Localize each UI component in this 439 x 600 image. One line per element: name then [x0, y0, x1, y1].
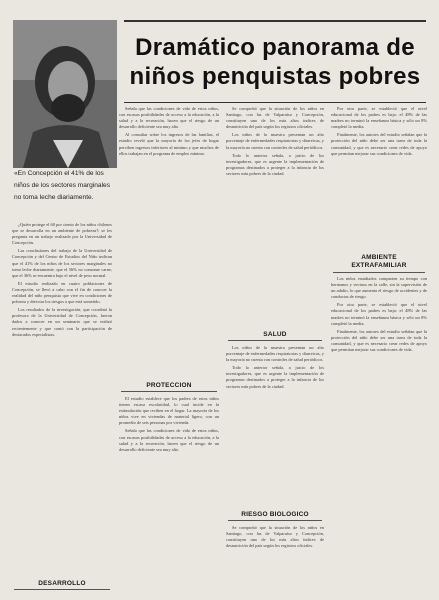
paragraph: Las conclusiones del trabajo de la Universidad de Concepción y del Centro de Estudios del Niño indican que el 41% de los niños de los sectores marginales no toma leche diariamente, que el 56% no consume carne, que el 36% se encuentra bajo el nivel de peso normal.	[12, 248, 112, 278]
paragraph: El estudio realizado en cuatro poblaciones de Concepción, se llevó a cabo con el fin de conocer la realidad del niño penquista que vive en condiciones de pobreza y detectar los riesgos a que está sometido.	[12, 280, 112, 305]
paragraph: ¿Quién protege el 60 por ciento de los niños chilenos que se desarrolla en un ambiente de pobreza?; se les pregunta en un trabajo realizado por la Universidad de Concepción.	[12, 222, 112, 246]
paragraph: Por otra parte, se estableció que el nivel educacional de los padres es bajo: el 48% de las madres no terminó la enseñanza básica y sólo un 8% completó la media.	[331, 106, 427, 130]
paragraph: Los niños estudiados comparten su tiempo con hermanos y vecinos en la calle, sin la supervisión de un adulto, lo que aumenta el riesgo de accidentes y de conductas de riesgo.	[331, 276, 427, 300]
article-column-3-middle	[226, 345, 324, 507]
paragraph: Por otra parte, se estableció que el nivel educacional de los padres es bajo: el 48% de las madres no terminó la enseñanza básica y sólo un 8% completó la media.	[331, 302, 427, 326]
paragraph: El estudio establece que los padres de estos niños tienen escasa escolaridad, lo cual incide en la estimulación que reciben en el hogar. La mayoría de los niños vive en viviendas de material ligero, con un promedio de seis personas por vivienda.	[119, 396, 219, 426]
article-column-2-bottom	[119, 396, 219, 591]
article-column-3-bottom	[226, 525, 324, 591]
paragraph: Finalmente, los autores del estudio señalan que la protección del niño debe ser una tarea de toda la comunidad, y que es necesario crear redes de apoyo que permitan mejorar sus condiciones de vida.	[331, 328, 427, 353]
paragraph: Señala que las condiciones de vida de estos niños, con escasas posibilidades de acceso a la educación, a la salud y a la recreación, hacen que el riesgo de un desarrollo deficiente sea muy alto.	[119, 106, 219, 130]
portrait-photo	[13, 20, 117, 168]
paragraph: Señala que las condiciones de vida de estos niños, con escasas posibilidades de acceso a la educación, a la salud y a la recreación, hacen que el riesgo de un desarrollo deficiente sea muy alto.	[119, 428, 219, 452]
section-heading-salud: SALUD	[228, 331, 322, 341]
paragraph: Todo lo anterior señala, a juicio de los investigadores, que es urgente la implementación de programas destinados a proteger a la infancia de los sectores más pobres de la ciudad.	[226, 152, 324, 176]
article-column-1	[12, 222, 112, 577]
article-column-3-top	[226, 106, 324, 328]
paragraph: Los niños de la muestra presentan un alto porcentaje de enfermedades respiratorias y diarreicas, y la mayoría no cuenta con controles de salud periódicos.	[226, 132, 324, 150]
paragraph: Se comprobó que la situación de los niños en Santiago, con las de Valparaíso y Concepción, constituyen uno de los más altos índices de desnutrición del país según los registros oficiales.	[226, 525, 324, 549]
headline-top-rule	[124, 20, 426, 22]
paragraph: Los niños de la muestra presentan un alto porcentaje de enfermedades respiratorias y diarreicas, y la mayoría no cuenta con controles de salud periódicos.	[226, 345, 324, 363]
section-heading-proteccion: PROTECCION	[121, 382, 217, 392]
article-column-4-top	[331, 106, 427, 250]
headline-bottom-rule	[124, 102, 426, 103]
paragraph: Finalmente, los autores del estudio señalan que la protección del niño debe ser una tarea de toda la comunidad, y que es necesario crear redes de apoyo que permitan mejorar sus condiciones de vida.	[331, 132, 427, 156]
paragraph: Los resultados de la investigación, que coordinó la profesora de la Universidad de Concepción, fueron dados a conocer en un seminario que se realizó recientemente y que contó con la participación de destacados especialistas.	[12, 307, 112, 337]
paragraph: Se comprobó que la situación de los niños en Santiago, con las de Valparaíso y Concepción, constituyen uno de los más altos índices de desnutrición del país según los registros oficiales.	[226, 106, 324, 130]
headline: Dramático panorama de niños penquistas pobres	[129, 34, 421, 90]
article-column-2-top	[119, 106, 219, 378]
paragraph: Todo lo anterior señala, a juicio de los investigadores, que es urgente la implementación de programas destinados a proteger a la infancia de los sectores más pobres de la ciudad.	[226, 365, 324, 389]
section-heading-riesgo-biologico: RIESGO BIOLOGICO	[228, 511, 322, 521]
article-column-4-bottom	[331, 276, 427, 591]
portrait-image	[13, 20, 117, 168]
section-heading-ambiente-extrafamiliar: AMBIENTE EXTRAFAMILIAR	[333, 254, 425, 273]
paragraph: Al consultar sobre los ingresos de las familias, el estudio reveló que la mayoría de los jefes de hogar perciben ingresos inferiores al mínimo y que muchos de ellos trabajan en el programa de empleo mínimo.	[119, 132, 219, 156]
photo-caption: «En Concepción el 41% de los niños de los sectores marginales no toma leche diariamente.	[14, 170, 111, 201]
section-heading-desarrollo: DESARROLLO	[14, 580, 110, 590]
